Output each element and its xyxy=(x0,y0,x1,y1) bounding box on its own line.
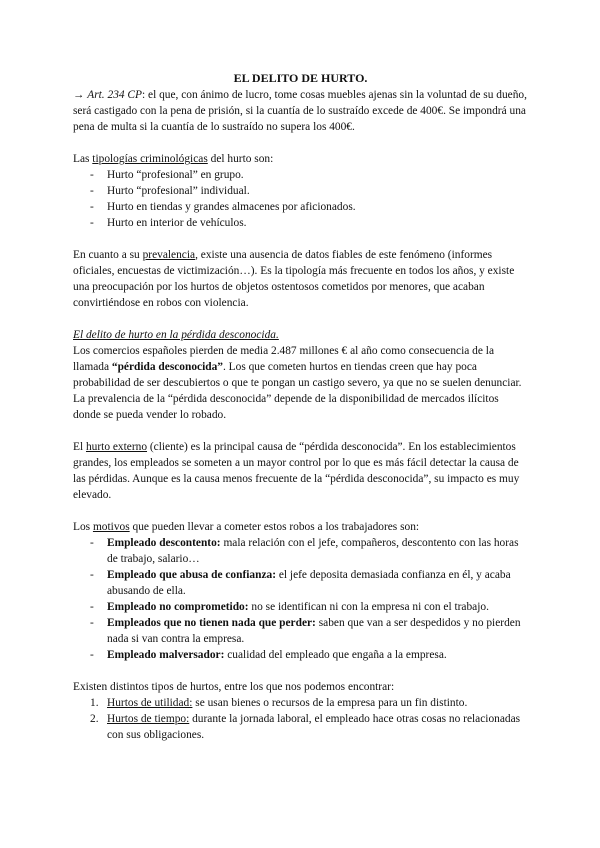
article-reference: Art. 234 CP xyxy=(87,89,142,101)
perdida-post: . Los que cometen hurtos en tiendas creen que hay poca probabilidad de ser descubiertos o que te pongan un castigo severo, ya que no se suelen denunciar. La prevalencia de la “pérdida desconocida” depende de la disponibilidad de mercados ilícitos donde se pueda vender lo robado. xyxy=(73,361,522,421)
prevalencia-term: prevalencia xyxy=(142,249,196,261)
list-item xyxy=(73,183,528,199)
motivo-desc: cualidad del empleado que engaña a la empresa. xyxy=(224,649,447,661)
perdida-term: “pérdida desconocida” xyxy=(111,361,223,373)
externo-term: hurto externo xyxy=(85,441,148,453)
dash-marker: - xyxy=(90,649,94,661)
tipologias-paragraph xyxy=(73,151,528,167)
number-marker: 1. xyxy=(90,697,99,709)
tipo-term: Hurtos de tiempo: xyxy=(107,713,190,725)
document-title: EL DELITO DE HURTO. xyxy=(233,71,368,85)
list-item xyxy=(73,599,528,615)
dash-marker: - xyxy=(90,185,94,197)
motivos-post: que pueden llevar a cometer estos robos a los trabajadores son: xyxy=(129,521,420,533)
list-item xyxy=(73,199,528,215)
motivo-term: Empleado malversador: xyxy=(107,649,225,661)
list-item-text: Hurto “profesional” en grupo. xyxy=(107,169,244,181)
motivo-term: Empleado no comprometido: xyxy=(107,601,249,613)
list-item xyxy=(73,167,528,183)
list-item xyxy=(73,535,528,567)
tipo-desc: durante la jornada laboral, el empleado hace otras cosas no relacionadas con sus obligaciones. xyxy=(107,713,521,741)
list-item-text: Hurto “profesional” individual. xyxy=(107,185,250,197)
dash-marker: - xyxy=(90,569,94,581)
tipologias-pre: Las xyxy=(73,153,93,165)
motivos-term: motivos xyxy=(92,521,130,533)
list-item-text: Hurto en tiendas y grandes almacenes por aficionados. xyxy=(107,201,356,213)
list-item-text: Hurto en interior de vehículos. xyxy=(107,217,247,229)
list-item xyxy=(73,647,528,663)
number-marker: 2. xyxy=(90,713,99,725)
document-body xyxy=(73,70,528,743)
perdida-paragraph xyxy=(73,343,528,423)
motivo-desc: el jefe deposita demasiada confianza en él, y acaba abusando de ella. xyxy=(107,569,511,597)
tipos-paragraph: Existen distintos tipos de hurtos, entre los que nos podemos encontrar: xyxy=(73,681,395,693)
list-item xyxy=(73,695,528,711)
intro-paragraph xyxy=(73,87,528,135)
list-item xyxy=(73,215,528,231)
dash-marker: - xyxy=(90,217,94,229)
tipologias-list xyxy=(73,167,528,231)
list-item xyxy=(73,711,528,743)
motivos-pre: Los xyxy=(73,521,93,533)
tipologias-post: del hurto son: xyxy=(207,153,274,165)
motivo-desc: saben que van a ser despedidos y no pierden nada si van contra la empresa. xyxy=(107,617,521,645)
externo-paragraph xyxy=(73,439,528,503)
prevalencia-pre: En cuanto a su xyxy=(73,249,143,261)
motivos-list xyxy=(73,535,528,663)
motivo-desc: mala relación con el jefe, compañeros, descontento con las horas de trabajo, salario… xyxy=(107,537,519,565)
motivo-term: Empleados que no tienen nada que perder: xyxy=(107,617,316,629)
externo-pre: El xyxy=(73,441,86,453)
motivo-desc: no se identifican ni con la empresa ni con el trabajo. xyxy=(248,601,489,613)
dash-marker: - xyxy=(90,601,94,613)
intro-text: : el que, con ánimo de lucro, tome cosas muebles ajenas sin la voluntad de su dueño, será castigado con la pena de prisión, si la cuantía de lo sustraído excede de 400€. Se impondrá una pena de multa si la cuantía de lo sustraído no supera los 400€. xyxy=(73,89,527,133)
externo-post: (cliente) es la principal causa de “pérdida desconocida”. En los establecimientos grandes, los empleados se someten a un mayor control por lo que es más fácil detectar la causa de las pérdidas. Aunque es la causa menos frecuente de la “pérdida desconocida”, su impacto es muy elevado. xyxy=(73,441,520,501)
list-item xyxy=(73,567,528,599)
list-item xyxy=(73,615,528,647)
tipo-term: Hurtos de utilidad: xyxy=(107,697,193,709)
arrow-icon: → xyxy=(73,89,85,101)
tipo-desc: se usan bienes o recursos de la empresa para un fin distinto. xyxy=(192,697,468,709)
motivos-paragraph xyxy=(73,519,528,535)
motivo-term: Empleado descontento: xyxy=(107,537,221,549)
tipologias-term: tipologías criminológicas xyxy=(92,153,208,165)
prevalencia-post: , existe una ausencia de datos fiables de este fenómeno (informes oficiales, encuestas de victimización…). Es la tipología más frecuente en todos los años, y existe una preocupación por los hurtos de objetos ostentosos cometidos por menores, que acaban convirtiéndose en robos con violencia. xyxy=(73,249,515,309)
perdida-pre: Los comercios españoles pierden de media 2.487 millones € al año como consecuencia de la llamada xyxy=(73,345,494,373)
motivo-term: Empleado que abusa de confianza: xyxy=(107,569,276,581)
dash-marker: - xyxy=(90,537,94,549)
tipos-list xyxy=(73,695,528,743)
prevalencia-paragraph xyxy=(73,247,528,311)
dash-marker: - xyxy=(90,201,94,213)
section-heading: El delito de hurto en la pérdida desconocida. xyxy=(73,329,279,341)
dash-marker: - xyxy=(90,617,94,629)
dash-marker: - xyxy=(90,169,94,181)
